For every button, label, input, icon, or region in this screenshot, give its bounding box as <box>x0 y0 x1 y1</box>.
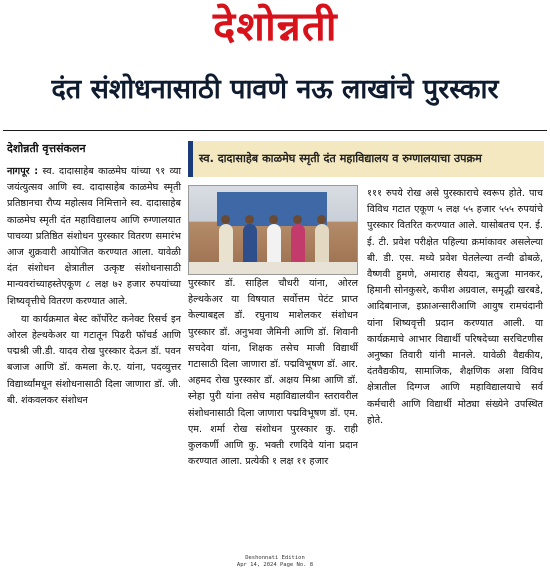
article-column-left <box>7 164 181 409</box>
subhead-text: स्व. दादासाहेब काळमेघ स्मृती दंत महाविद्यालय व रुग्णालयाचा उपक्रम <box>199 152 482 165</box>
byline: देशोन्नती वृत्तसंकलन <box>7 142 86 155</box>
person-head <box>245 215 254 224</box>
article-paragraph <box>7 164 181 310</box>
person-head <box>293 215 302 224</box>
article-paragraph: पुरस्कार डॉ. साहिल चौधरी यांना, ओरल हेल्थकेअर या विषयात सर्वोत्तम पेटंट प्राप्त केल्याबद्दल डॉ. रघुनाथ माशेलकर संशोधन पुरस्कार डॉ. अनुभवा जैमिनी आणि डॉ. शिवानी सचदेवा यांना, शिक्षक तसेच माजी विद्यार्थी गटासाठी दिला जाणारा डॉ. पद्मविभूषण डॉ. आर. अहमद रोख पुरस्कार डॉ. अक्षय मिश्रा आणि डॉ. स्नेहा पुरी यांना तसेच महाविद्यालयीन स्तरावरील संशोधनासाठी दिला जाणारा पद्मविभूषण डॉ. एम. एम. शर्मा रोख संशोधन पुरस्कार कु. राही कुलकर्णी आणि कु. भक्ती रणदिवे यांना प्रदान करण्यात आला. प्रत्येकी १ लक्ष ११ हजार <box>188 278 358 468</box>
person-head <box>221 215 230 224</box>
dateline: नागपूर : <box>7 166 39 177</box>
headline-rule <box>3 130 547 131</box>
article-paragraph: १११ रुपये रोख असे पुरस्काराचे स्वरूप होते. पाच विविध गटात एकूण ५ लक्ष ५५ हजार ५५५ रुपयांचे पुरस्कार वितरित करण्यात आले. यासोबतच एन. ई. ई. टी. प्रवेश परीक्षेत पहिल्या क्रमांकावर असलेल्या बी. डी. एस. मध्ये प्रवेश घेतलेल्या तन्वी ढोबळे, वैष्णवी हुमणे, अमाराह सैयदा, ऋतुजा मानकर, हिमानी सोनकुसरे, कपीश अग्रवाल, समृद्धी खरबडे, आदिबानाज, इफ्राअन्सारीआणि आयुष रामचंदानी यांना शिष्यवृत्ती प्रदान करण्यात आली. या कार्यक्रमाचे आभार विद्यार्थी परिषदेच्या सरचिटणीस अनुष्का तिवारी यांनी मानले. यावेळी वैद्यकीय, दंतवैद्यकीय, सामाजिक, शैक्षणिक अशा विविध क्षेत्रातील दिग्गज आणि महाविद्यालयाचे सर्व कर्मचारी आणि विद्यार्थी मोठ्या संख्येने उपस्थित होते. <box>367 188 543 426</box>
person-figure <box>243 224 257 266</box>
headline: दंत संशोधनासाठी पावणे नऊ लाखांचे पुरस्कार <box>51 74 499 105</box>
person-figure <box>315 224 329 266</box>
edition-footer <box>0 555 550 569</box>
event-photo <box>188 185 358 275</box>
newspaper-logo: देशोन्नती <box>212 3 338 50</box>
edition-date: Apr 14, 2024 Page No. 8 <box>236 562 314 568</box>
subhead-banner <box>188 141 544 177</box>
person-figure <box>267 224 281 266</box>
person-figure <box>219 224 233 266</box>
edition-name: Deshonnati Edition <box>245 555 305 561</box>
article-column-middle <box>188 276 358 470</box>
stage-table <box>189 262 357 274</box>
person-head <box>269 215 278 224</box>
paragraph-text: स्व. दादासाहेब काळमेघ यांच्या ९१ व्या जयंत्युत्सव आणि स्व. दादासाहेब काळमेघ स्मृती प्रतिष्ठानचा रौप्य महोत्सव निमित्ताने स्व. दादासाहेब काळमेघ स्मृती दंत महाविद्यालय आणि रुग्णालयात पाचव्या प्रतिष्ठित संशोधन पुरस्कार वितरण समारंभ आज शुक्रवारी आयोजित करण्यात आला. यावेळी दंत संशोधन क्षेत्रातील उत्कृष्ट संशोधनासाठी मान्यवरांच्याहस्तेएकूण ८ लक्ष ७२ हजार रुपयांच्या शिष्यवृत्तीचे वितरण करण्यात आले. <box>7 166 181 307</box>
article-paragraph: या कार्यक्रमात बेस्ट कॉर्पोरेट कनेक्ट रिसर्च इन ओरल हेल्थकेअर या गटातून पिढरी फॉचर्ड आणि पद्मश्री जी.डी. यादव रोख पुरस्कार देऊन डॉ. पवन बजाज आणि डॉ. कमला के.ए. यांना, पदव्युत्तर विद्यार्थ्यांमधून संशोधनासाठी दिला जाणारा डॉ. जी. बी. शंकवलकर संशोधन <box>7 313 181 406</box>
article-column-right <box>367 186 543 429</box>
person-figure <box>291 224 305 266</box>
person-head <box>317 215 326 224</box>
masthead <box>0 0 550 54</box>
